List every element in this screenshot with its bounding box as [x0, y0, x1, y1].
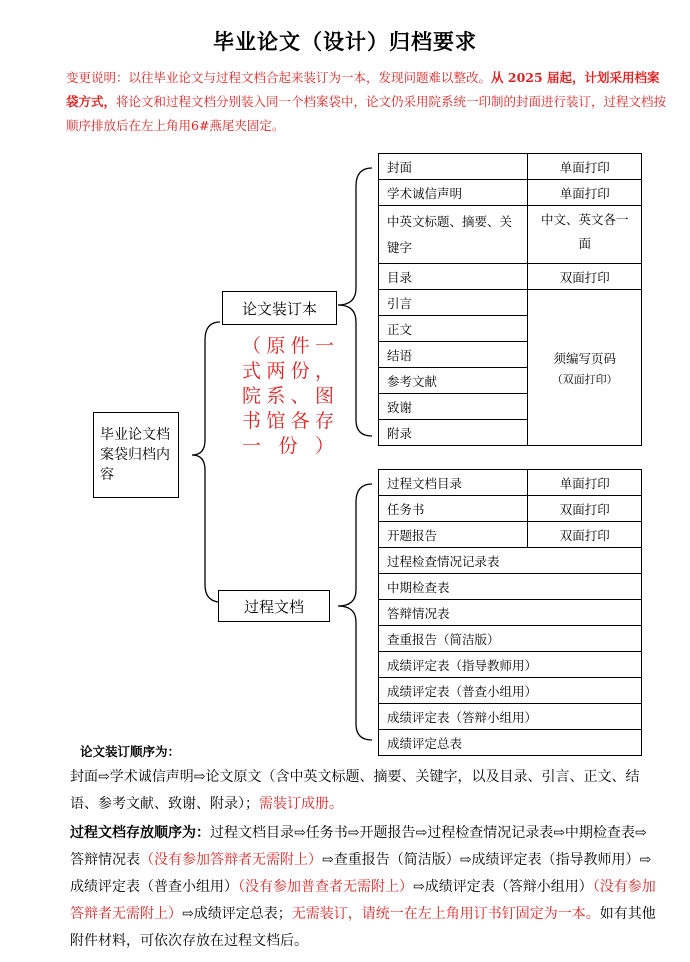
binding-paragraph	[40, 764, 660, 818]
row-name: 任务书	[379, 496, 528, 522]
storage-t2: ⇨查重报告（简洁版）⇨成绩评定表（指导教师用）⇨成绩评定表（普查小组用）	[70, 852, 652, 895]
storage-r4: 无需装订，请统一在左上角用订书钉固定为一本。	[291, 906, 600, 922]
row-print: 单面打印	[528, 470, 642, 496]
row-print: 单面打印	[528, 180, 642, 206]
merged-label: 须编写页码	[553, 350, 616, 366]
page-number-cell	[528, 290, 642, 446]
row-name: 答辩情况表	[379, 600, 642, 626]
note-text-1: 变更说明：以往毕业论文与过程文档合起来装订为一本，发现问题难以整改。	[66, 70, 492, 85]
storage-paragraph	[40, 820, 660, 955]
row-name: 封面	[379, 154, 528, 180]
row-name: 成绩评定表（指导教师用）	[379, 652, 642, 678]
storage-r2: （没有参加普查者无需附上）	[238, 879, 413, 895]
row-print: 双面打印	[528, 522, 642, 548]
row-name: 成绩评定表（答辩小组用）	[379, 704, 642, 730]
row-name: 过程检查情况记录表	[379, 548, 642, 574]
row-name: 查重报告（简洁版）	[379, 626, 642, 652]
storage-r1: （没有参加答辩者无需附上）	[140, 852, 322, 868]
row-name: 成绩评定总表	[379, 730, 642, 756]
binding-text: 封面⇨学术诚信声明⇨论文原文（含中英文标题、摘要、关键字，以及目录、引言、正文、结语、参考文献、致谢、附录）；	[70, 769, 640, 812]
root-brace	[192, 322, 220, 602]
copies-note: （原件一式两份，院系、图书馆各存一份）	[242, 335, 334, 457]
row-name: 参考文献	[379, 368, 528, 394]
row-name: 过程文档目录	[379, 470, 528, 496]
storage-t1: 过程文档目录⇨任务书⇨开题报告⇨过程检查情况记录表⇨中期检查表⇨答辩情况表	[70, 825, 647, 868]
storage-t5: 如有其他附件材料，可依次存放在过程文档后。	[70, 906, 656, 949]
branch1-brace	[338, 168, 372, 436]
row-name: 中期检查表	[379, 574, 642, 600]
row-name: 结语	[379, 342, 528, 368]
branch2-brace	[338, 484, 372, 740]
storage-r3: （没有参加答辩者无需附上）	[70, 879, 656, 922]
row-print: 双面打印	[528, 264, 642, 290]
row-name: 学术诚信声明	[379, 180, 528, 206]
note-text-bold: 从 2025 届起，计划采用档案袋方式，	[66, 70, 660, 109]
storage-t4: ⇨成绩评定总表；	[182, 906, 292, 922]
storage-heading: 过程文档存放顺序为：	[70, 825, 210, 841]
row-name: 开题报告	[379, 522, 528, 548]
thesis-table	[378, 153, 642, 446]
branch2-box: 过程文档	[218, 590, 330, 622]
row-name: 成绩评定表（普查小组用）	[379, 678, 642, 704]
merged-sub: （双面打印）	[551, 372, 618, 386]
binding-heading: 论文装订顺序为：	[80, 744, 181, 759]
note-text-2: 将论文和过程文档分别装入同一个档案袋中，论文仍采用院系统一印制的封面进行装订，过程文档按顺序排放后在左上角用6#燕尾夹固定。	[66, 94, 667, 133]
row-name: 引言	[379, 290, 528, 316]
row-name: 中英文标题、摘要、关键字	[379, 206, 528, 264]
row-name: 目录	[379, 264, 528, 290]
row-name: 附录	[379, 420, 528, 446]
root-box: 毕业论文档案袋归档内容	[93, 412, 179, 498]
row-print: 双面打印	[528, 496, 642, 522]
storage-t3: ⇨成绩评定表（答辩小组用）	[413, 879, 593, 895]
row-print: 单面打印	[528, 154, 642, 180]
row-name: 正文	[379, 316, 528, 342]
page-title: 毕业论文（设计）归档要求	[213, 29, 477, 54]
branch1-box: 论文装订本	[222, 291, 337, 325]
row-print: 中文、英文各一面	[528, 206, 642, 264]
row-name: 致谢	[379, 394, 528, 420]
process-table	[378, 469, 642, 756]
binding-red: 需装订成册。	[259, 796, 343, 812]
